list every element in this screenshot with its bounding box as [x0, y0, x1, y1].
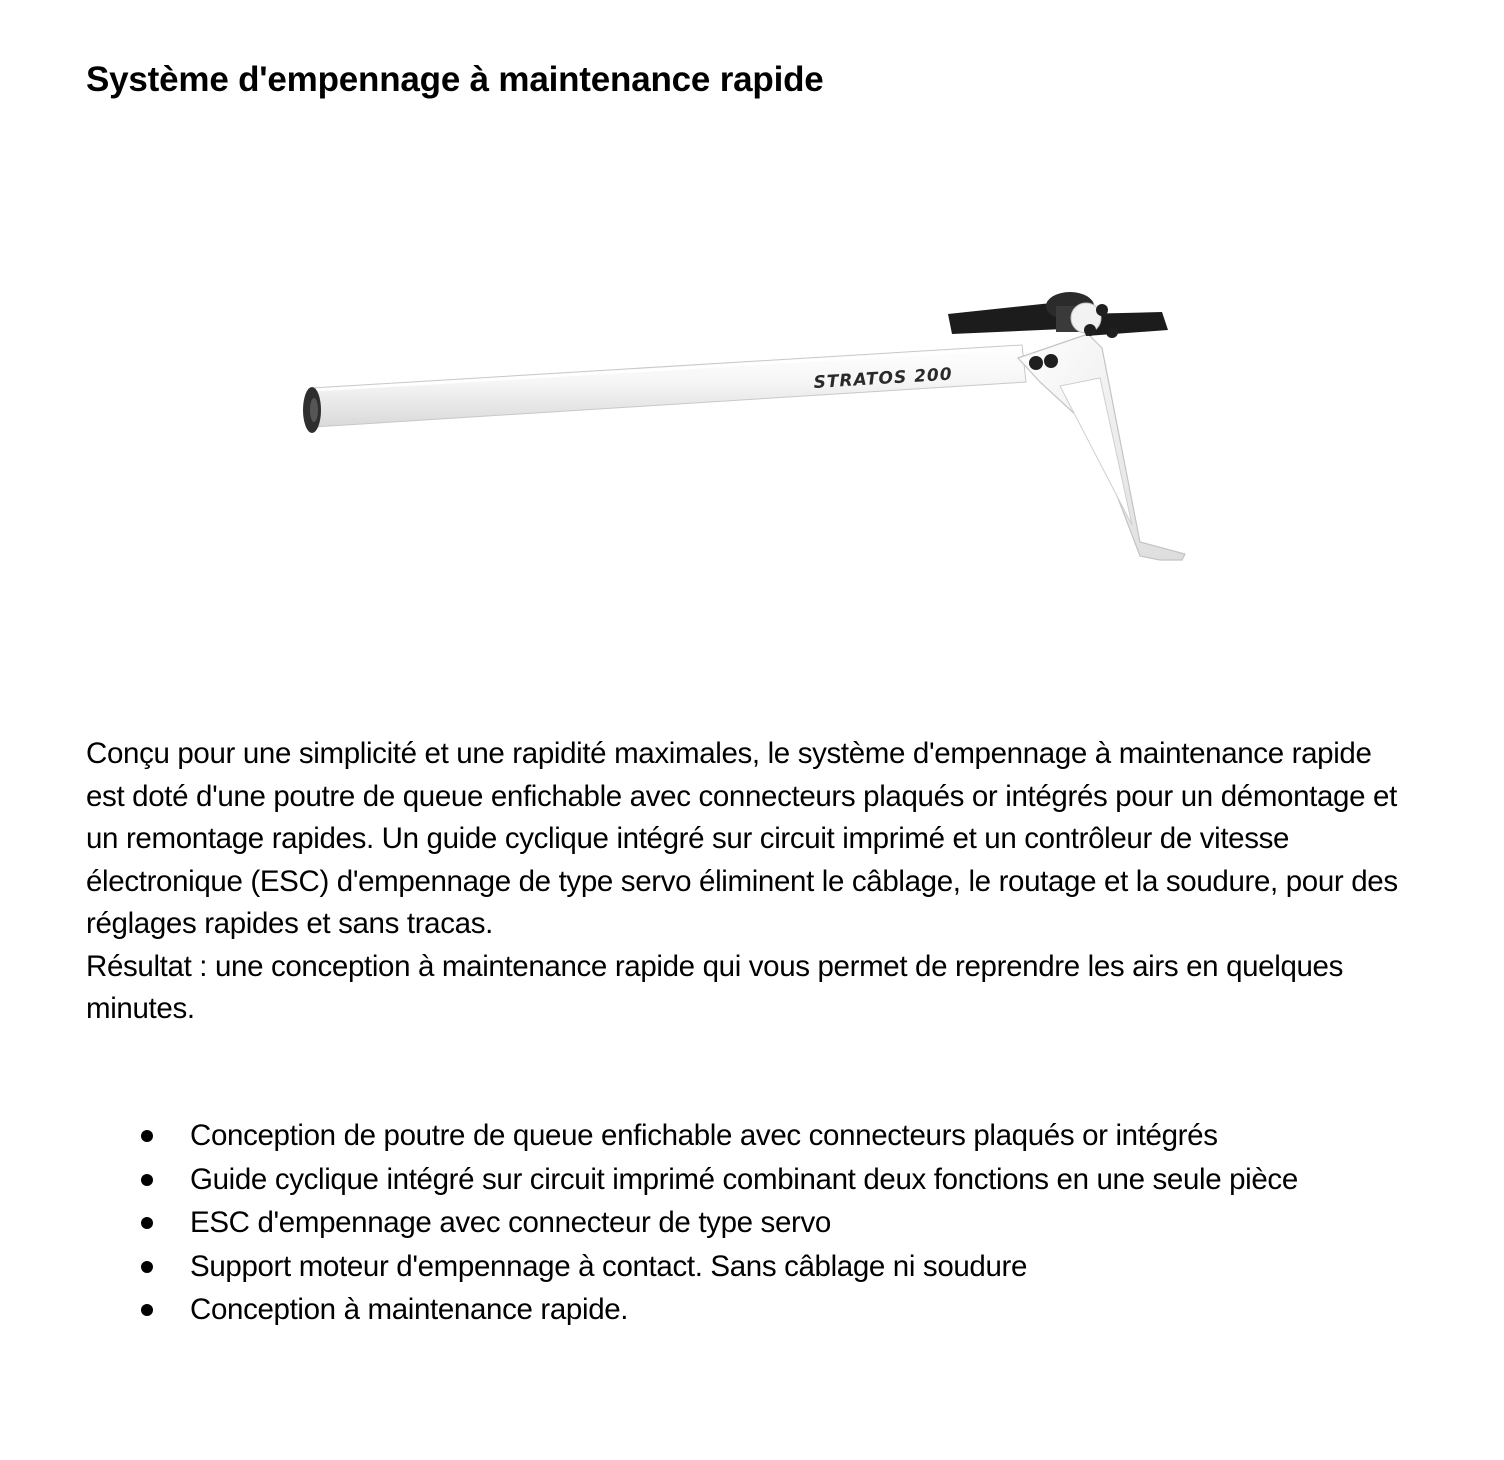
list-item-text: Conception à maintenance rapide. [190, 1293, 629, 1326]
bullet-icon [141, 1130, 153, 1142]
description-paragraph: Conçu pour une simplicité et une rapidité maximales, le système d'empennage à maintenance rapide est doté d'une poutre de queue enfichable avec connecteurs plaqués or intégrés pour un démontage et un remontage rapides. Un guide cyclique intégré sur circuit imprimé et un contrôleur de vitesse électronique (ESC) d'empennage de type servo éliminent le câblage, le routage et la soudure, pour des réglages rapides et sans tracas. [86, 737, 1398, 940]
result-paragraph: Résultat : une conception à maintenance rapide qui vous permet de reprendre les airs en quelques minutes. [86, 949, 1344, 1025]
bullet-icon [141, 1217, 153, 1229]
brand-logo-text: STRATOS 200 [813, 364, 954, 393]
list-item [86, 1288, 1416, 1332]
list-item-text: Support moteur d'empennage à contact. Sans câblage ni soudure [190, 1249, 1028, 1283]
description [86, 733, 1416, 1031]
list-item [86, 1158, 1416, 1202]
bullet-icon [141, 1304, 153, 1316]
page-title: Système d'empennage à maintenance rapide [86, 60, 824, 99]
list-item-text: Guide cyclique intégré sur circuit imprimé combinant deux fonctions en une seule pièce [190, 1162, 1298, 1196]
bullet-icon [141, 1261, 153, 1273]
tail-boom-product-image [280, 270, 1220, 580]
list-item [86, 1201, 1416, 1245]
feature-list [86, 1114, 1416, 1332]
list-item [86, 1245, 1416, 1289]
list-item-text: ESC d'empennage avec connecteur de type servo [190, 1206, 831, 1239]
list-item-text: Conception de poutre de queue enfichable avec connecteurs plaqués or intégrés [190, 1119, 1218, 1152]
list-item [86, 1114, 1416, 1158]
bullet-icon [141, 1174, 153, 1186]
